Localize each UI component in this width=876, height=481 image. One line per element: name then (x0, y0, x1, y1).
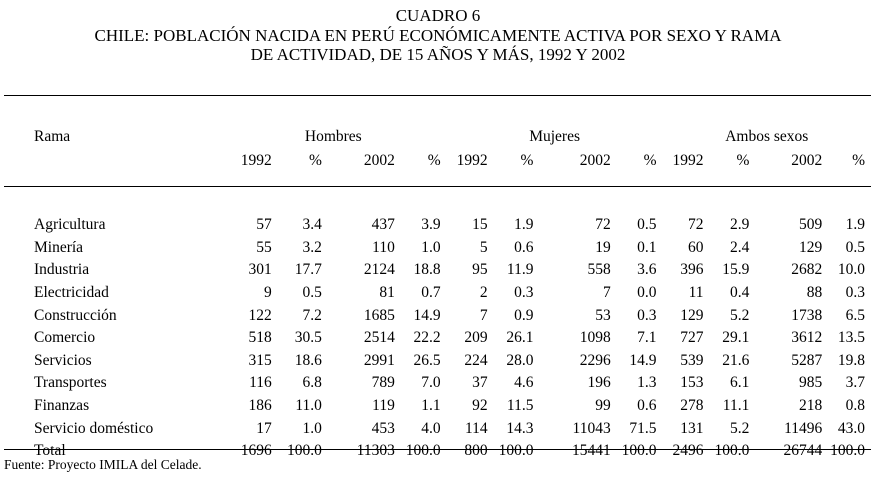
table-cell: 7 (479, 306, 488, 324)
table-cell: 71.5 (629, 419, 657, 437)
table-cell: 5 (479, 238, 488, 256)
table-cell: 509 (799, 216, 823, 234)
table-cell: 26744 (783, 442, 823, 460)
row-label: Agricultura (34, 216, 106, 234)
table-cell: 2496 (672, 442, 704, 460)
table-cell: 1098 (579, 329, 611, 347)
col-header: % (643, 152, 657, 169)
col-header: 1992 (672, 152, 704, 169)
table-cell: 100.0 (714, 442, 750, 460)
col-header: 2002 (791, 152, 823, 169)
table-cell: 2124 (363, 261, 395, 279)
table-cell: 1.0 (302, 419, 322, 437)
table-cell: 7 (602, 284, 611, 302)
table-cell: 0.0 (637, 284, 657, 302)
row-label: Servicios (34, 351, 92, 369)
table-cell: 100.0 (405, 442, 441, 460)
table-cell: 129 (799, 238, 823, 256)
table-cell: 3.2 (302, 238, 322, 256)
table-row (4, 237, 871, 260)
table-cell: 3.7 (845, 374, 865, 392)
col-header: % (736, 152, 750, 169)
table-cell: 3.9 (421, 216, 441, 234)
table-cell: 11.0 (295, 397, 322, 415)
table-cell: 57 (256, 216, 272, 234)
group-header-hombres: Hombres (304, 128, 362, 145)
table-cell: 116 (249, 374, 272, 392)
table-cell: 301 (248, 261, 272, 279)
table-cell: 129 (680, 306, 704, 324)
table-cell: 131 (680, 419, 704, 437)
table-cell: 15 (472, 216, 488, 234)
table-cell: 2.4 (729, 238, 750, 256)
top-rule (4, 95, 871, 96)
table-cell: 43.0 (837, 419, 865, 437)
table-cell: 60 (688, 238, 704, 256)
table-cell: 6.1 (729, 374, 750, 392)
table-cell: 72 (688, 216, 704, 234)
row-label: Finanzas (34, 397, 90, 415)
table-cell: 9 (264, 284, 272, 302)
table-cell: 0.8 (845, 397, 865, 415)
table-cell: 81 (379, 284, 395, 302)
table-cell: 2296 (579, 351, 611, 369)
table-cell: 0.6 (514, 238, 534, 256)
table-cell: 11.9 (506, 261, 534, 279)
table-cell: 1685 (363, 306, 395, 324)
table-cell: 0.1 (637, 238, 657, 256)
table-cell: 2514 (363, 329, 395, 347)
group-header-row (4, 128, 871, 152)
table-cell: 727 (680, 329, 704, 347)
table-cell: 396 (680, 261, 704, 279)
table-cell: 53 (595, 306, 611, 324)
table-cell: 539 (680, 351, 704, 369)
col-header: % (520, 152, 534, 169)
row-label: Industria (34, 261, 90, 279)
col-header: % (852, 152, 865, 169)
table-cell: 99 (595, 397, 611, 415)
table-cell: 11496 (784, 419, 823, 437)
table-cell: 0.3 (845, 284, 865, 302)
table-cell: 437 (371, 216, 395, 234)
col-header: 2002 (363, 152, 395, 169)
table-cell: 3.6 (637, 261, 657, 279)
table-cell: 1.3 (637, 374, 657, 392)
row-header-rama: Rama (34, 128, 71, 145)
table-cell: 1.9 (845, 216, 865, 234)
table-cell: 518 (248, 329, 272, 347)
table-cell: 5.2 (729, 306, 750, 324)
table-cell: 7.0 (421, 374, 441, 392)
table-cell: 1738 (791, 306, 823, 324)
table-cell: 11.1 (722, 397, 750, 415)
row-label: Comercio (34, 329, 96, 347)
table-cell: 0.5 (637, 216, 657, 234)
table-cell: 0.6 (637, 397, 657, 415)
table-cell: 100.0 (498, 442, 534, 460)
table-cell: 0.7 (421, 284, 441, 302)
group-header-mujeres: Mujeres (529, 128, 580, 145)
table-cell: 19 (595, 238, 611, 256)
table-cell: 114 (464, 419, 488, 437)
table-cell: 278 (680, 397, 704, 415)
table-cell: 2.9 (729, 216, 750, 234)
table-cell: 0.4 (729, 284, 750, 302)
table-cell: 0.5 (302, 284, 322, 302)
table-cell: 88 (806, 284, 823, 302)
table-cell: 985 (799, 374, 823, 392)
table-row (4, 417, 871, 440)
table-cell: 453 (371, 419, 395, 437)
row-label: Transportes (34, 374, 107, 392)
row-label: Total (34, 442, 66, 460)
table-cell: 11303 (356, 442, 395, 460)
table-cell: 5287 (791, 351, 823, 369)
table-cell: 110 (372, 238, 395, 256)
table-cell: 55 (256, 238, 272, 256)
table-cell: 15.9 (722, 261, 750, 279)
table-cell: 209 (464, 329, 488, 347)
table-cell: 18.6 (294, 351, 322, 369)
row-label: Construcción (34, 306, 117, 324)
table-cell: 17 (256, 419, 272, 437)
data-table (4, 128, 871, 463)
table-cell: 2682 (791, 261, 823, 279)
table-cell: 558 (587, 261, 611, 279)
table-cell: 100.0 (287, 442, 322, 460)
row-label: Servicio doméstico (34, 419, 154, 437)
table-row (4, 214, 871, 237)
table-cell: 100.0 (830, 442, 865, 460)
table-cell: 26.1 (506, 329, 534, 347)
table-cell: 22.2 (413, 329, 441, 347)
table-cell: 4.6 (514, 374, 534, 392)
col-header: 1992 (456, 152, 488, 169)
table-cell: 7.1 (637, 329, 657, 347)
table-caption: CUADRO 6 (395, 6, 481, 25)
table-cell: 0.3 (514, 284, 534, 302)
table-cell: 28.0 (506, 351, 534, 369)
table-cell: 0.3 (637, 306, 657, 324)
table-row (4, 350, 871, 373)
table-cell: 18.8 (413, 261, 441, 279)
table-cell: 2 (479, 284, 488, 302)
table-cell: 7.2 (302, 306, 322, 324)
table-cell: 6.5 (845, 306, 865, 324)
table-row (4, 304, 871, 327)
table-row (4, 395, 871, 418)
table-row (4, 282, 871, 305)
table-cell: 3612 (791, 329, 823, 347)
table-cell: 1696 (240, 442, 272, 460)
table-cell: 186 (248, 397, 272, 415)
table-cell: 14.3 (506, 419, 534, 437)
table-cell: 4.0 (421, 419, 441, 437)
table-cell: 0.5 (845, 238, 865, 256)
table-cell: 21.6 (722, 351, 750, 369)
table-cell: 1.1 (421, 397, 441, 415)
col-header: % (427, 152, 441, 169)
subheader-row (4, 152, 871, 176)
table-cell: 11043 (572, 419, 611, 437)
table-cell: 224 (464, 351, 488, 369)
table-cell: 14.9 (629, 351, 657, 369)
row-label: Minería (34, 238, 84, 256)
table-cell: 13.5 (837, 329, 865, 347)
table-cell: 122 (248, 306, 272, 324)
table-cell: 3.4 (302, 216, 322, 234)
table-cell: 26.5 (413, 351, 441, 369)
table-title-line-2: DE ACTIVIDAD, DE 15 AÑOS Y MÁS, 1992 Y 2002 (250, 45, 626, 64)
col-header: 2002 (579, 152, 611, 169)
table-cell: 2991 (363, 351, 395, 369)
table-cell: 800 (464, 442, 488, 460)
table-cell: 37 (472, 374, 488, 392)
table-cell: 1.9 (514, 216, 534, 234)
table-title-line-1: CHILE: POBLACIÓN NACIDA EN PERÚ ECONÓMICAMENTE ACTIVA POR SEXO Y RAMA (94, 26, 782, 45)
table-cell: 0.9 (514, 306, 534, 324)
table-cell: 14.9 (413, 306, 441, 324)
col-header: % (308, 152, 322, 169)
table-cell: 92 (472, 397, 488, 415)
table-row (4, 259, 871, 282)
table-cell: 19.8 (837, 351, 865, 369)
table-cell: 11 (688, 284, 704, 302)
table-cell: 218 (799, 397, 823, 415)
col-header: 1992 (240, 152, 272, 169)
source-note: Fuente: Proyecto IMILA del Celade. (4, 457, 202, 472)
table-cell: 6.8 (302, 374, 322, 392)
table-cell: 5.2 (729, 419, 750, 437)
table-cell: 119 (372, 397, 395, 415)
table-row (4, 372, 871, 395)
table-cell: 17.7 (294, 261, 322, 279)
table-cell: 72 (595, 216, 611, 234)
table-cell: 29.1 (722, 329, 750, 347)
table-cell: 100.0 (621, 442, 657, 460)
table-cell: 95 (472, 261, 488, 279)
table-row (4, 327, 871, 350)
table-cell: 1.0 (421, 238, 441, 256)
table-cell: 11.5 (506, 397, 534, 415)
table-cell: 15441 (571, 442, 611, 460)
table-cell: 10.0 (837, 261, 865, 279)
table-cell: 196 (587, 374, 611, 392)
group-header-ambos: Ambos sexos (725, 128, 809, 145)
table-cell: 30.5 (294, 329, 322, 347)
table-cell: 315 (248, 351, 272, 369)
table-cell: 153 (680, 374, 704, 392)
row-label: Electricidad (34, 284, 109, 302)
table-cell: 789 (371, 374, 395, 392)
